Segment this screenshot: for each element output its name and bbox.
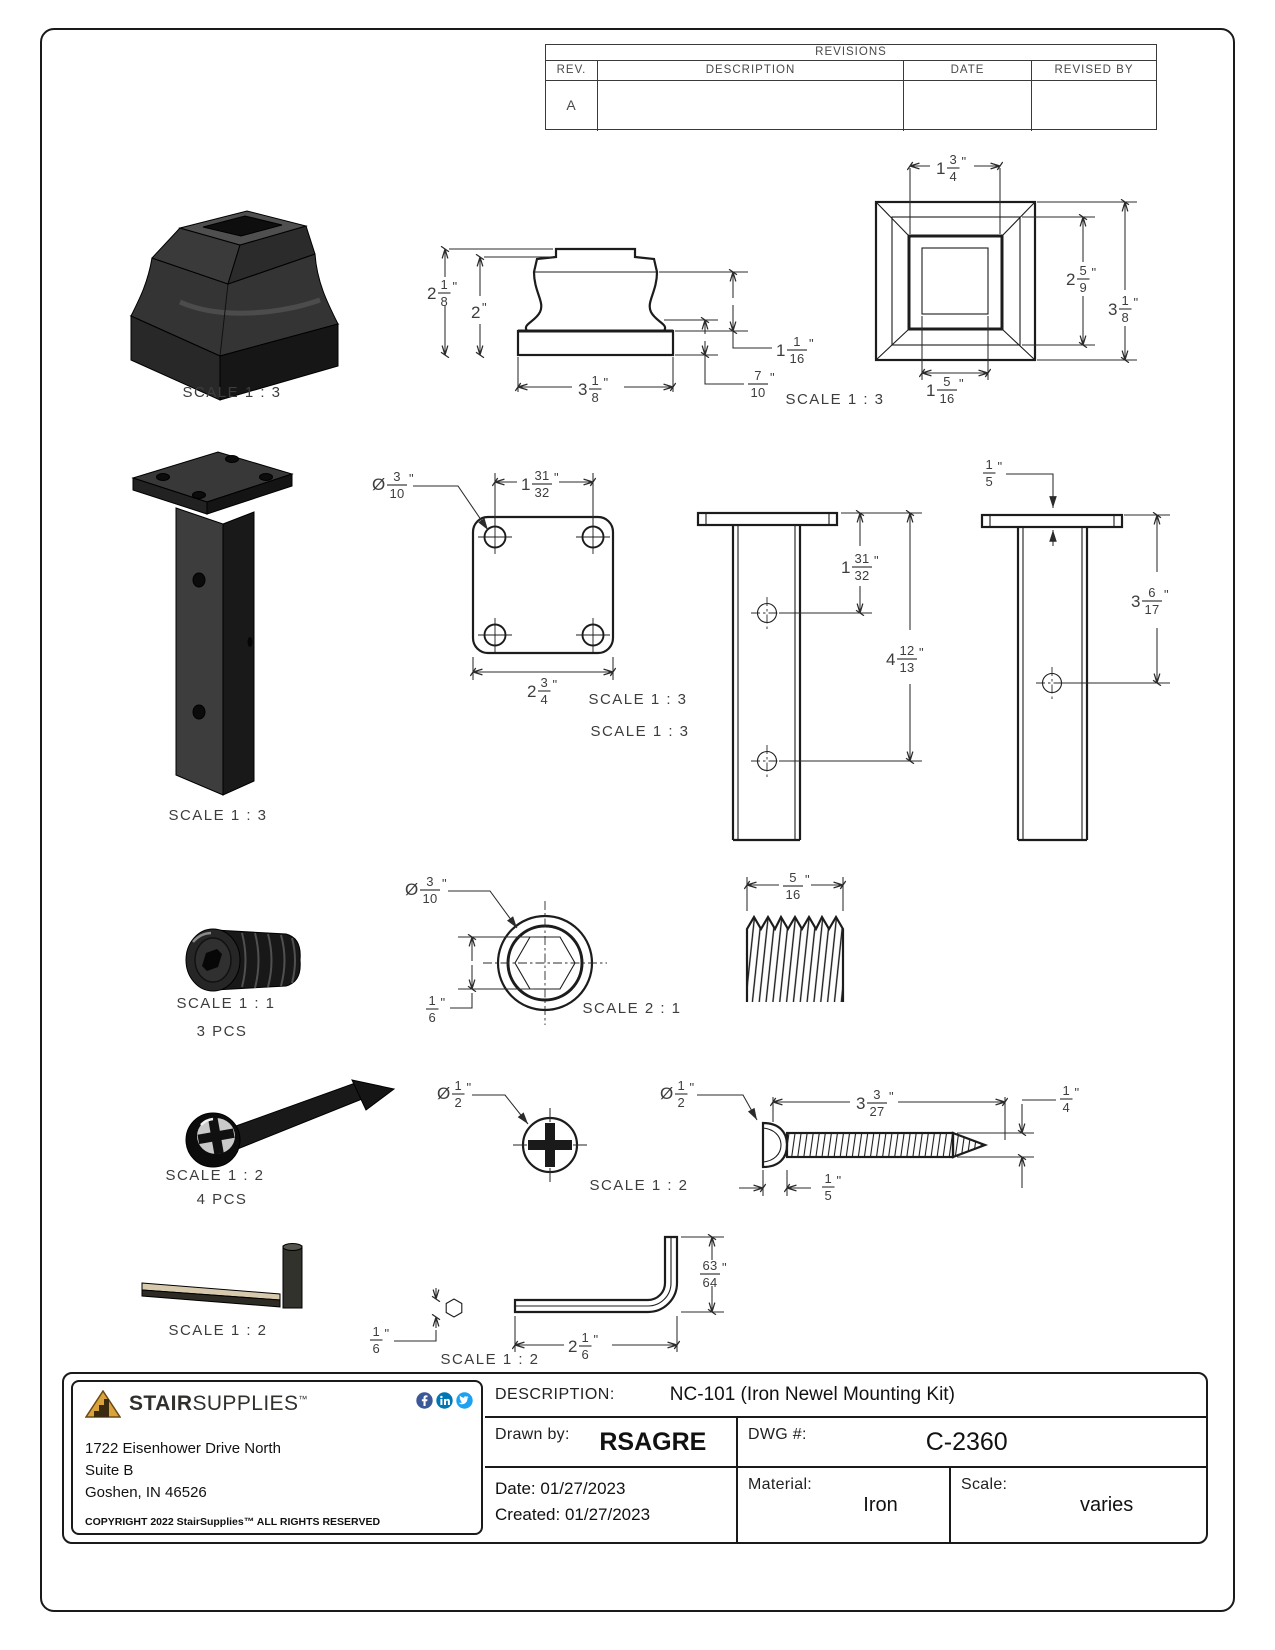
dim-4-12-13 bbox=[886, 643, 924, 675]
dim-1-3-4 bbox=[936, 152, 967, 184]
setscrew-iso-view bbox=[176, 929, 300, 1040]
dim-2-1-6 bbox=[568, 1330, 599, 1362]
svg-text:32: 32 bbox=[854, 568, 870, 583]
dim-5-16 bbox=[783, 870, 810, 902]
address-line1: 1722 Eisenhower Drive North bbox=[85, 1440, 281, 1457]
svg-text:63: 63 bbox=[702, 1258, 718, 1273]
svg-text:31: 31 bbox=[854, 551, 870, 566]
material-cell bbox=[738, 1468, 951, 1542]
shoe-iso-view bbox=[131, 211, 338, 401]
svg-text:16: 16 bbox=[785, 887, 801, 902]
svg-text:": " bbox=[466, 1080, 472, 1095]
linkedin-icon[interactable] bbox=[436, 1392, 453, 1409]
dim-2-3-4 bbox=[527, 675, 558, 707]
svg-text:1: 1 bbox=[372, 1324, 381, 1339]
dim-2-1-8 bbox=[427, 277, 458, 309]
address-line2: Suite B bbox=[85, 1461, 134, 1479]
svg-text:2: 2 bbox=[568, 1337, 578, 1356]
scale-label: SCALE 1 : 3 bbox=[590, 723, 690, 740]
svg-text:8: 8 bbox=[1121, 310, 1130, 325]
dim-2in bbox=[471, 300, 487, 322]
material-label: Material: bbox=[748, 1476, 813, 1493]
svg-text:5: 5 bbox=[985, 474, 994, 489]
shoe-front-view bbox=[427, 249, 814, 405]
svg-text:3: 3 bbox=[540, 675, 549, 690]
dim-63-64 bbox=[700, 1258, 727, 1290]
scale-field-label: Scale: bbox=[961, 1476, 1008, 1493]
company-address bbox=[85, 1438, 281, 1503]
scale-label: SCALE 1 : 3 bbox=[168, 807, 268, 824]
svg-text:Ø: Ø bbox=[437, 1084, 451, 1103]
svg-text:1: 1 bbox=[841, 558, 851, 577]
svg-text:17: 17 bbox=[1144, 602, 1160, 617]
svg-text:32: 32 bbox=[534, 485, 550, 500]
date-value: 01/27/2023 bbox=[540, 1479, 626, 1498]
drawn-by-label: Drawn by: bbox=[495, 1426, 570, 1443]
svg-text:": " bbox=[384, 1326, 390, 1341]
svg-text:": " bbox=[961, 154, 967, 169]
dim-1-31-32b bbox=[841, 551, 879, 583]
svg-text:3: 3 bbox=[393, 469, 401, 484]
svg-text:1: 1 bbox=[776, 341, 786, 360]
svg-text:": " bbox=[593, 1332, 599, 1347]
svg-text:": " bbox=[482, 300, 487, 315]
scale-cell bbox=[951, 1468, 1206, 1542]
dim-1-1-16 bbox=[776, 334, 814, 366]
copyright-note: COPYRIGHT 2022 StairSupplies™ ALL RIGHTS RESERVED bbox=[85, 1516, 381, 1528]
svg-text:1: 1 bbox=[936, 159, 946, 178]
scale-value: varies bbox=[1079, 1493, 1134, 1516]
svg-text:10: 10 bbox=[389, 486, 405, 501]
svg-text:1: 1 bbox=[1121, 293, 1130, 308]
svg-text:Ø: Ø bbox=[405, 880, 419, 899]
scale-label: SCALE 1 : 2 bbox=[589, 1177, 689, 1194]
scale-label: SCALE 1 : 2 bbox=[440, 1351, 540, 1368]
svg-text:": " bbox=[554, 470, 559, 485]
mount-plate-top-view bbox=[372, 468, 688, 708]
svg-text:5: 5 bbox=[943, 374, 951, 389]
hexkey-side-view bbox=[440, 1237, 727, 1368]
svg-text:2: 2 bbox=[427, 284, 437, 303]
svg-text:3: 3 bbox=[856, 1094, 866, 1113]
scale-label: SCALE 1 : 2 bbox=[168, 1322, 268, 1339]
svg-text:": " bbox=[874, 553, 879, 568]
svg-text:4: 4 bbox=[540, 692, 549, 707]
scale-label: SCALE 1 : 3 bbox=[182, 384, 282, 401]
svg-text:1: 1 bbox=[985, 457, 994, 472]
svg-text:4: 4 bbox=[886, 650, 896, 669]
svg-text:3: 3 bbox=[578, 380, 588, 399]
date-label: Date: bbox=[495, 1479, 536, 1498]
svg-text:64: 64 bbox=[702, 1275, 718, 1290]
svg-text:": " bbox=[809, 336, 814, 351]
dim-1-5-16 bbox=[926, 374, 964, 406]
svg-text:5: 5 bbox=[824, 1188, 833, 1203]
dim-1-31-32 bbox=[521, 468, 559, 500]
svg-text:3: 3 bbox=[426, 874, 434, 889]
svg-text:1: 1 bbox=[440, 277, 449, 292]
svg-text:12: 12 bbox=[899, 643, 915, 658]
address-line3: Goshen, IN 46526 bbox=[85, 1483, 207, 1501]
col-revised-by: REVISED BY bbox=[1054, 64, 1134, 76]
shoe-top-view bbox=[785, 152, 1138, 408]
svg-text:1: 1 bbox=[677, 1078, 686, 1093]
svg-text:1: 1 bbox=[581, 1330, 590, 1345]
svg-text:2: 2 bbox=[1066, 270, 1076, 289]
svg-text:8: 8 bbox=[591, 390, 600, 405]
svg-text:1: 1 bbox=[428, 993, 437, 1008]
drawing-info-panel bbox=[485, 1374, 1206, 1542]
description-value: NC-101 (Iron Newel Mounting Kit) bbox=[669, 1384, 955, 1405]
svg-text:Ø: Ø bbox=[372, 475, 386, 494]
drawn-by-value: RSAGRE bbox=[599, 1427, 707, 1456]
stairsupplies-logo-icon bbox=[85, 1390, 121, 1418]
dim-2-5-9 bbox=[1066, 263, 1097, 295]
revisions-title: REVISIONS bbox=[546, 45, 1156, 61]
svg-text:": " bbox=[440, 995, 446, 1010]
rev-value: A bbox=[546, 81, 598, 131]
twitter-icon[interactable] bbox=[456, 1392, 473, 1409]
created-line bbox=[495, 1502, 736, 1528]
setscrew-end-view bbox=[405, 874, 682, 1025]
mount-iso-view bbox=[133, 452, 292, 824]
svg-text:9: 9 bbox=[1079, 280, 1088, 295]
svg-text:Ø: Ø bbox=[660, 1084, 674, 1103]
svg-text:3: 3 bbox=[1131, 592, 1141, 611]
brand-supplies: SUPPLIES bbox=[192, 1392, 299, 1415]
svg-text:13: 13 bbox=[899, 660, 915, 675]
svg-text:31: 31 bbox=[534, 468, 550, 483]
svg-text:": " bbox=[770, 370, 775, 385]
svg-text:": " bbox=[997, 459, 1003, 474]
svg-text:4: 4 bbox=[1062, 1100, 1071, 1115]
pcs-label: 3 PCS bbox=[196, 1023, 248, 1040]
svg-text:5: 5 bbox=[1079, 263, 1088, 278]
dim-1-5 bbox=[983, 457, 1003, 489]
title-block bbox=[62, 1372, 1208, 1544]
hexkey-iso-view bbox=[142, 1244, 302, 1340]
dim-7-10 bbox=[748, 368, 775, 400]
svg-text:7: 7 bbox=[754, 368, 762, 383]
svg-text:2: 2 bbox=[454, 1095, 463, 1110]
created-label: Created: bbox=[495, 1504, 561, 1524]
svg-text:16: 16 bbox=[939, 391, 955, 406]
svg-text:3: 3 bbox=[1108, 300, 1118, 319]
svg-text:": " bbox=[1164, 587, 1169, 602]
svg-text:6: 6 bbox=[1148, 585, 1156, 600]
dim-dia-3-10 bbox=[372, 469, 414, 501]
drawn-dwg-row bbox=[485, 1418, 1206, 1468]
mount-front-view bbox=[590, 513, 924, 840]
scale-label: SCALE 1 : 1 bbox=[176, 995, 276, 1012]
dim-3-1-8 bbox=[578, 373, 609, 405]
svg-text:": " bbox=[919, 645, 924, 660]
scale-label: SCALE 1 : 3 bbox=[588, 691, 688, 708]
setscrew-thread-view bbox=[747, 870, 843, 1002]
svg-text:2: 2 bbox=[527, 682, 537, 701]
description-label: DESCRIPTION: bbox=[495, 1386, 615, 1403]
svg-text:": " bbox=[442, 876, 447, 891]
date-cell bbox=[485, 1468, 738, 1542]
svg-text:16: 16 bbox=[789, 351, 805, 366]
svg-text:": " bbox=[889, 1089, 894, 1104]
date-line bbox=[495, 1476, 736, 1502]
dwg-cell bbox=[738, 1418, 1206, 1466]
screw-head-view bbox=[437, 1078, 689, 1194]
svg-text:": " bbox=[409, 471, 414, 486]
dim-dia-1-2b bbox=[660, 1078, 695, 1110]
svg-text:6: 6 bbox=[372, 1341, 381, 1356]
brand-tm: ™ bbox=[298, 1394, 308, 1404]
scale-label: SCALE 2 : 1 bbox=[582, 1000, 682, 1017]
svg-text:2: 2 bbox=[471, 303, 481, 322]
col-rev: REV. bbox=[546, 61, 598, 80]
svg-text:": " bbox=[805, 872, 810, 887]
mount-side-view bbox=[982, 457, 1170, 840]
facebook-icon[interactable] bbox=[416, 1392, 433, 1409]
drawn-by-cell bbox=[485, 1418, 738, 1466]
dim-1-6 bbox=[426, 993, 446, 1025]
svg-text:27: 27 bbox=[869, 1104, 885, 1119]
svg-text:3: 3 bbox=[949, 152, 958, 167]
dim-1-4 bbox=[1060, 1083, 1080, 1115]
material-value: Iron bbox=[863, 1493, 898, 1516]
svg-text:": " bbox=[603, 375, 609, 390]
dim-dia-3-10b bbox=[405, 874, 447, 906]
screw-side-view bbox=[660, 1078, 1080, 1203]
scale-label: SCALE 1 : 3 bbox=[785, 391, 885, 408]
description-row bbox=[485, 1374, 1206, 1418]
svg-text:": " bbox=[452, 279, 458, 294]
svg-text:1: 1 bbox=[926, 381, 936, 400]
svg-text:10: 10 bbox=[750, 385, 766, 400]
svg-text:1: 1 bbox=[521, 475, 531, 494]
brand-name bbox=[129, 1392, 308, 1416]
col-date: DATE bbox=[904, 61, 1032, 80]
dwg-label: DWG #: bbox=[748, 1426, 807, 1443]
svg-text:1: 1 bbox=[793, 334, 801, 349]
dwg-value: C-2360 bbox=[925, 1427, 1008, 1456]
svg-text:1: 1 bbox=[591, 373, 600, 388]
dim-3-6-17 bbox=[1131, 585, 1169, 617]
svg-text:6: 6 bbox=[581, 1347, 590, 1362]
svg-text:5: 5 bbox=[789, 870, 797, 885]
svg-text:1: 1 bbox=[454, 1078, 463, 1093]
svg-text:": " bbox=[689, 1080, 695, 1095]
svg-text:1: 1 bbox=[824, 1171, 833, 1186]
scale-label: SCALE 1 : 2 bbox=[165, 1167, 265, 1184]
brand-stair: STAIR bbox=[129, 1392, 193, 1415]
svg-text:": " bbox=[1091, 265, 1097, 280]
svg-text:2: 2 bbox=[677, 1095, 686, 1110]
svg-text:": " bbox=[722, 1260, 727, 1275]
svg-text:6: 6 bbox=[428, 1010, 437, 1025]
screw-iso-view bbox=[165, 1080, 394, 1208]
brand-logo bbox=[85, 1390, 308, 1418]
svg-text:3: 3 bbox=[873, 1087, 881, 1102]
svg-text:": " bbox=[552, 677, 558, 692]
pcs-label: 4 PCS bbox=[196, 1191, 248, 1208]
company-panel bbox=[71, 1380, 483, 1535]
social-icons bbox=[416, 1392, 473, 1409]
created-value: 01/27/2023 bbox=[564, 1504, 651, 1524]
svg-text:": " bbox=[1133, 295, 1139, 310]
svg-text:": " bbox=[836, 1173, 842, 1188]
col-description: DESCRIPTION bbox=[598, 61, 904, 80]
dim-3-3-27 bbox=[856, 1087, 894, 1119]
dim-1-6b bbox=[370, 1324, 390, 1356]
dim-dia-1-2 bbox=[437, 1078, 472, 1110]
svg-text:10: 10 bbox=[422, 891, 438, 906]
date-material-scale-row bbox=[485, 1468, 1206, 1542]
svg-text:": " bbox=[1074, 1085, 1080, 1100]
svg-text:": " bbox=[959, 376, 964, 391]
svg-text:8: 8 bbox=[440, 294, 449, 309]
hexkey-end-view bbox=[370, 1288, 462, 1356]
dim-1-5b bbox=[822, 1171, 842, 1203]
svg-text:1: 1 bbox=[1062, 1083, 1071, 1098]
svg-text:4: 4 bbox=[949, 169, 958, 184]
dim-3-1-8b bbox=[1108, 293, 1139, 325]
